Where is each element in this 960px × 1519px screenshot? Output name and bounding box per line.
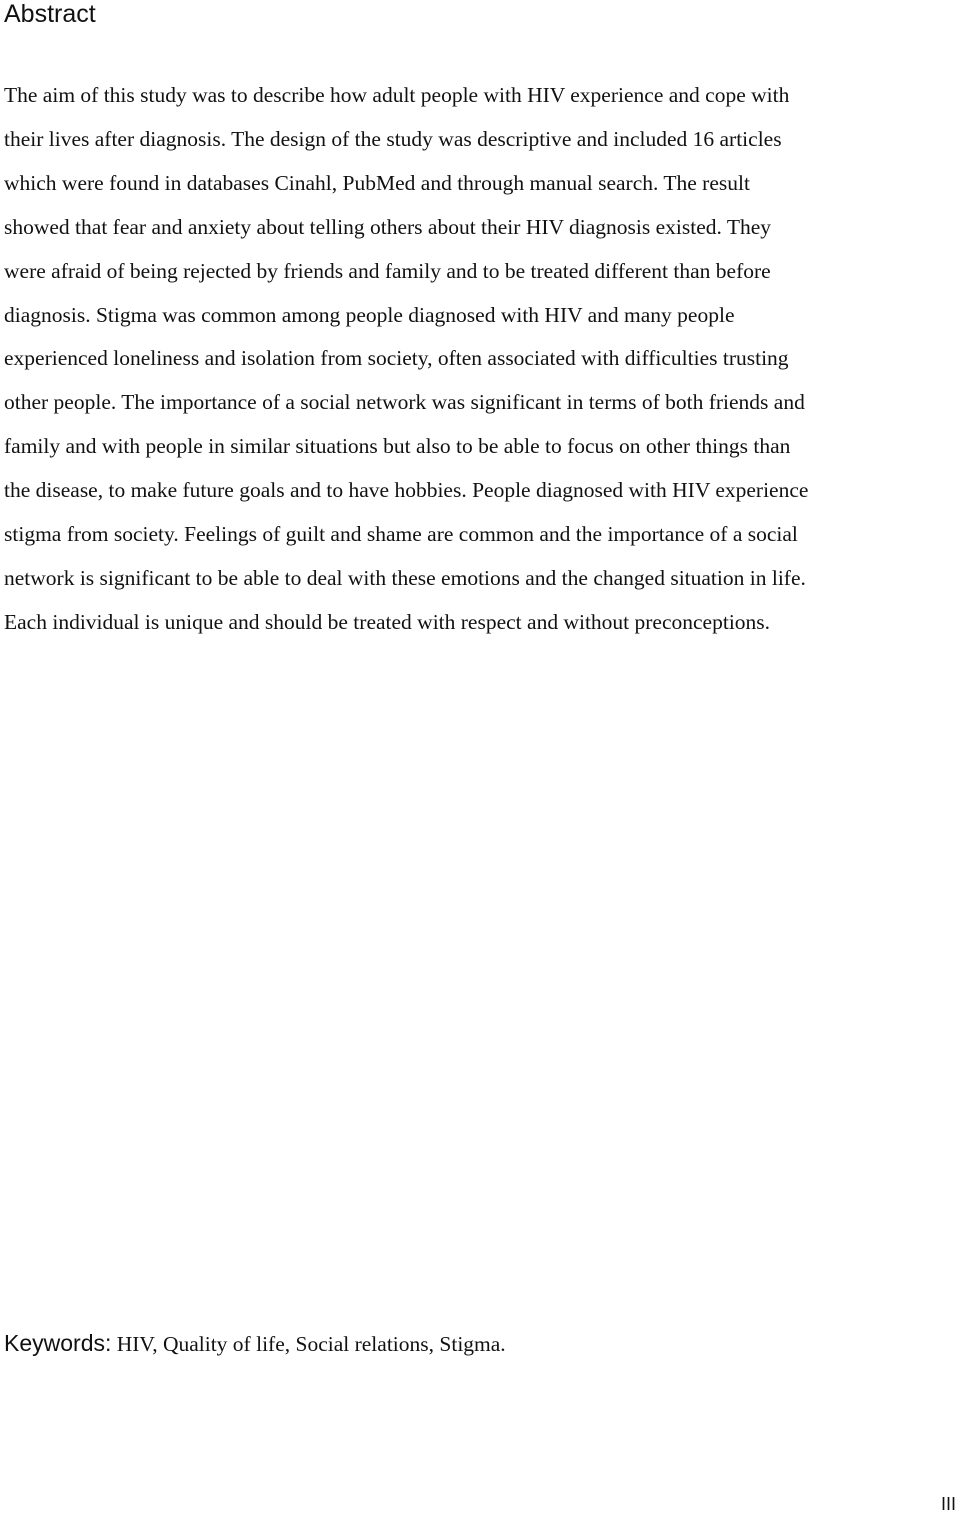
abstract-line: showed that fear and anxiety about telling others about their HIV diagnosis existed. They [4,214,772,239]
abstract-body [4,74,954,645]
abstract-line: diagnosis. Stigma was common among people diagnosed with HIV and many people [4,302,735,327]
keywords-text: HIV, Quality of life, Social relations, Stigma. [111,1332,506,1356]
abstract-line: stigma from society. Feelings of guilt and shame are common and the importance of a social [4,522,798,547]
abstract-line: family and with people in similar situations but also to be able to focus on other things than [4,434,791,459]
abstract-line: which were found in databases Cinahl, PubMed and through manual search. The result [4,170,750,195]
abstract-line: Each individual is unique and should be treated with respect and without preconceptions. [4,609,771,634]
page-number: III [940,1494,956,1514]
abstract-line: experienced loneliness and isolation from society, often associated with difficulties trusting [4,346,789,371]
abstract-line: the disease, to make future goals and to have hobbies. People diagnosed with HIV experience [4,478,809,503]
abstract-line: network is significant to be able to deal with these emotions and the changed situation in life. [4,565,806,590]
abstract-line: The aim of this study was to describe how adult people with HIV experience and cope with [4,83,790,107]
abstract-heading: Abstract [4,0,96,28]
keywords-label: Keywords: [4,1330,112,1356]
abstract-line: other people. The importance of a social network was significant in terms of both friends and [4,390,805,415]
keywords-line [4,1328,506,1359]
abstract-line: their lives after diagnosis. The design of the study was descriptive and included 16 articles [4,126,782,151]
abstract-line: were afraid of being rejected by friends and family and to be treated different than before [4,258,771,283]
